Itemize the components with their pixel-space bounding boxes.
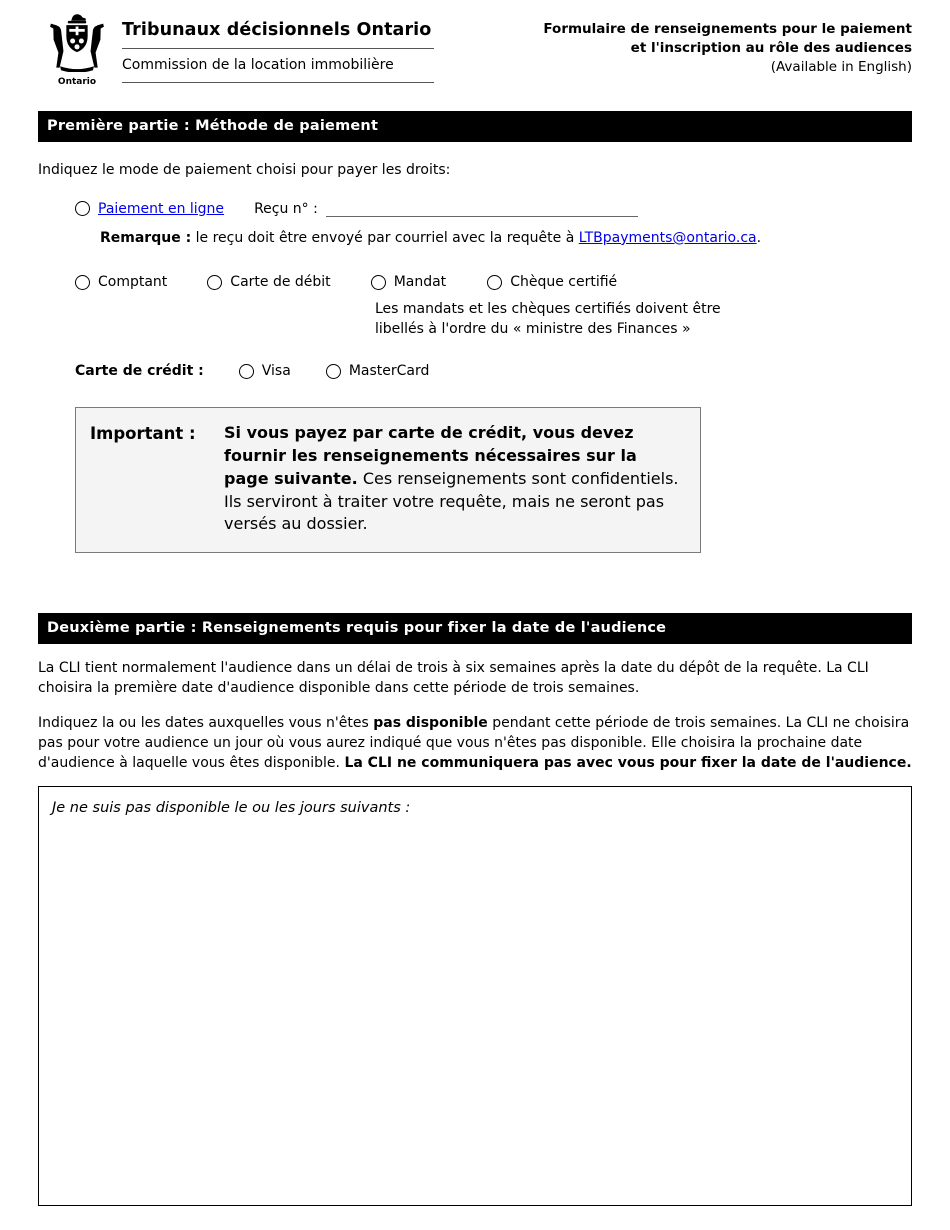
radio-paiement-en-ligne[interactable] — [75, 201, 90, 216]
radio-cheque-certifie[interactable] — [487, 275, 502, 290]
credit-card-row — [75, 361, 912, 381]
section-header-part2: Deuxième partie : Renseignements requis pour fixer la date de l'audience — [38, 613, 912, 644]
option-visa[interactable] — [239, 361, 291, 381]
org-subtitle: Commission de la location immobilière — [122, 49, 434, 82]
option-mastercard[interactable] — [326, 361, 430, 381]
option-mastercard-label: MasterCard — [348, 363, 430, 380]
available-in-english-note: (Available in English) — [770, 58, 912, 75]
payment-options-row — [38, 272, 912, 292]
option-cheque-certifie[interactable] — [487, 272, 617, 292]
hearing-para2-mid: pendant cette période de trois semaines. La CLI ne choisira pas pour votre audience un jour où vous aurez indiqué que vous n'êtes pas disponible. Elle choisira la prochaine date d'audience à laquelle vous êtes disponible. — [38, 714, 910, 772]
option-cheque-certifie-label: Chèque certifié — [510, 274, 618, 291]
mandat-note-line2: libellés à l'ordre du « ministre des Finances » — [375, 320, 691, 337]
radio-mandat[interactable] — [371, 275, 386, 290]
remark-line — [100, 228, 912, 248]
option-carte-de-debit[interactable] — [207, 272, 330, 292]
org-title-block — [122, 12, 434, 83]
radio-comptant[interactable] — [75, 275, 90, 290]
payment-intro-text: Indiquez le mode de paiement choisi pour payer les droits: — [38, 162, 451, 179]
form-header — [38, 12, 912, 89]
receipt-number-label: Reçu n° : — [254, 200, 318, 217]
important-text — [224, 422, 686, 536]
org-title: Tribunaux décisionnels Ontario — [122, 18, 434, 49]
remark-text: le reçu doit être envoyé par courriel avec la requête à — [195, 229, 579, 246]
form-title — [543, 12, 912, 77]
logo-caption: Ontario — [57, 77, 97, 88]
option-mandat-label: Mandat — [393, 274, 447, 291]
remark-label: Remarque : — [100, 229, 192, 246]
radio-mastercard[interactable] — [326, 364, 341, 379]
option-mandat[interactable] — [371, 272, 447, 292]
mandat-note-line1: Les mandats et les chèques certifiés doivent être — [375, 300, 721, 317]
option-comptant[interactable] — [75, 272, 167, 292]
online-payment-link[interactable]: Paiement en ligne — [98, 200, 225, 217]
online-payment-row — [75, 199, 912, 219]
hearing-para2 — [38, 713, 912, 774]
radio-carte-de-debit[interactable] — [207, 275, 222, 290]
important-notice-box — [75, 407, 701, 553]
option-visa-label: Visa — [261, 363, 291, 380]
important-label: Important : — [90, 424, 196, 444]
payments-email-link[interactable]: LTBpayments@ontario.ca — [578, 229, 757, 246]
hearing-para2-bold1: pas disponible — [373, 714, 488, 731]
hearing-para2-start: Indiquez la ou les dates auxquelles vous n'êtes — [38, 714, 374, 731]
important-text-bold: Si vous payez par carte de crédit, vous devez fournir les renseignements nécessaires sur la page suivante. — [224, 423, 637, 488]
receipt-number-field[interactable] — [326, 200, 638, 217]
hearing-para1: La CLI tient normalement l'audience dans un délai de trois à six semaines après la date du dépôt de la requête. La CLI choisira la première date d'audience disponible dans cette période de trois semaines. — [38, 660, 869, 697]
remark-period: . — [756, 229, 762, 246]
form-title-line1: Formulaire de renseignements pour le paiement — [543, 21, 912, 37]
option-carte-de-debit-label: Carte de débit — [230, 274, 331, 291]
hearing-para2-bold2: La CLI ne communiquera pas avec vous pour fixer la date de l'audience. — [344, 755, 912, 772]
credit-card-label: Carte de crédit : — [75, 363, 204, 380]
important-text-rest: Ces renseignements sont confidentiels. Ils serviront à traiter votre requête, mais ne seront pas versés au dossier. — [224, 468, 679, 534]
availability-dates-box[interactable] — [38, 786, 912, 1206]
radio-visa[interactable] — [239, 364, 254, 379]
ontario-coat-of-arms-logo — [38, 12, 116, 89]
form-title-line2: et l'inscription au rôle des audiences — [630, 39, 912, 56]
option-comptant-label: Comptant — [98, 274, 168, 291]
mandat-note — [375, 299, 912, 340]
coat-of-arms-graphic — [46, 12, 108, 72]
availability-box-label: Je ne suis pas disponible le ou les jours suivants : — [52, 799, 411, 816]
section-header-part1: Première partie : Méthode de paiement — [38, 111, 912, 142]
